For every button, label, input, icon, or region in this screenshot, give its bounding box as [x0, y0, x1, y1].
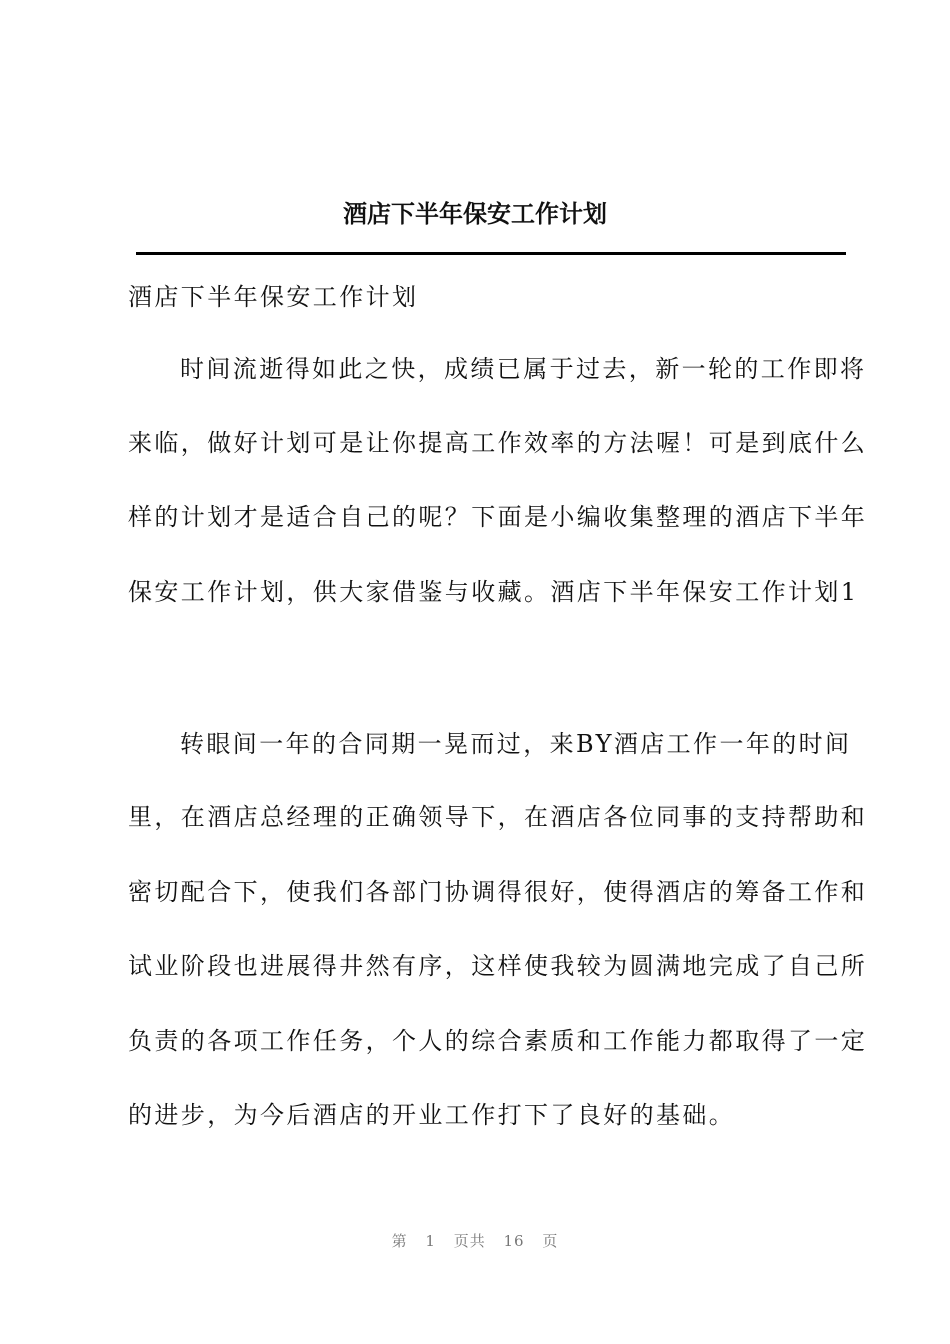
paragraph-line: 保安工作计划，供大家借鉴与收藏。酒店下半年保安工作计划1	[128, 578, 859, 606]
paragraph-line: 试业阶段也进展得井然有序，这样使我较为圆满地完成了自己所	[128, 952, 868, 980]
paragraph-line: 转眼间一年的合同期一晃而过，来BY酒店工作一年的时间	[180, 730, 852, 758]
title-divider	[136, 252, 846, 255]
page-number-footer: 第 1 页共 16 页	[391, 1232, 559, 1250]
paragraph-line: 里，在酒店总经理的正确领导下，在酒店各位同事的支持帮助和	[128, 803, 868, 831]
paragraph-line: 时间流逝得如此之快，成绩已属于过去，新一轮的工作即将	[180, 355, 867, 383]
subtitle-line: 酒店下半年保安工作计划	[128, 283, 419, 311]
paragraph-line: 密切配合下，使我们各部门协调得很好，使得酒店的筹备工作和	[128, 878, 868, 906]
document-title: 酒店下半年保安工作计划	[343, 199, 607, 228]
paragraph-line: 负责的各项工作任务，个人的综合素质和工作能力都取得了一定	[128, 1027, 868, 1055]
paragraph-line: 来临，做好计划可是让你提高工作效率的方法喔！可是到底什么	[128, 429, 868, 457]
paragraph-line: 的进步，为今后酒店的开业工作打下了良好的基础。	[128, 1101, 736, 1129]
paragraph-line: 样的计划才是适合自己的呢？下面是小编收集整理的酒店下半年	[128, 503, 868, 531]
